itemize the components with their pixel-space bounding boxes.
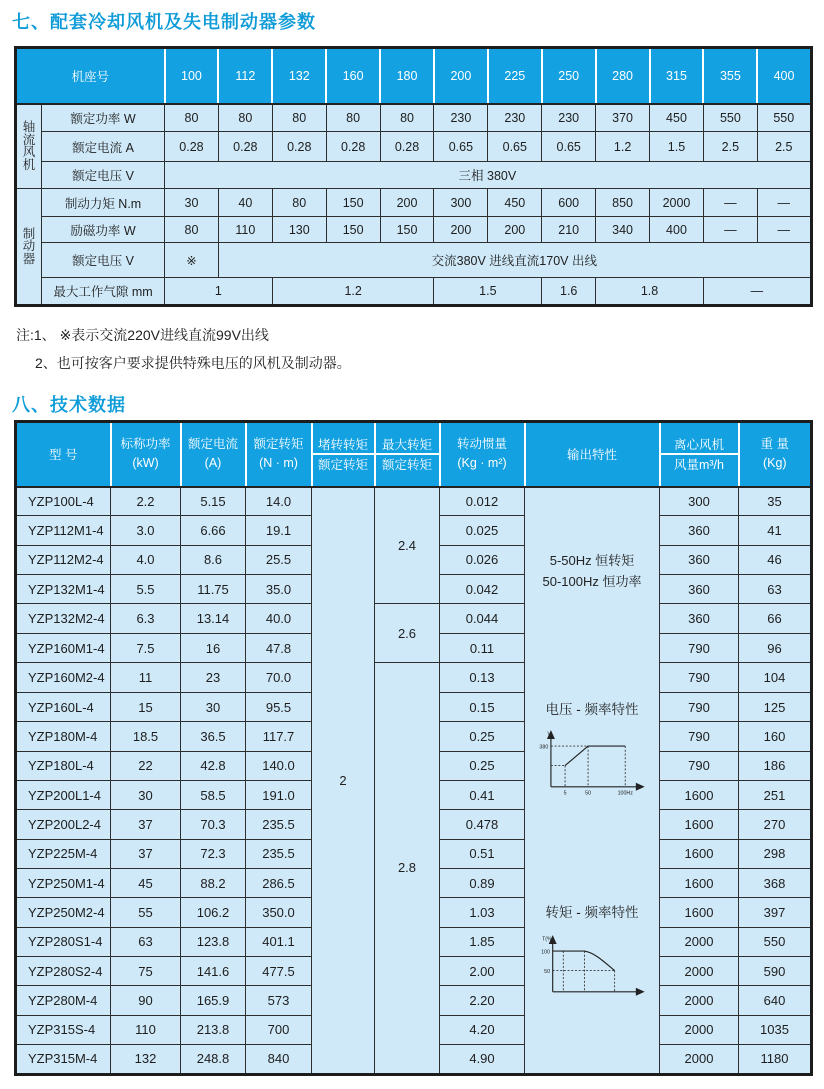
param-value: 1.8 <box>596 278 704 306</box>
value-cell: 1600 <box>660 839 739 868</box>
value-cell: 2.00 <box>440 957 525 986</box>
model-cell: YZP280M-4 <box>16 986 111 1015</box>
value-cell: 2.20 <box>440 986 525 1015</box>
param-value: 0.28 <box>165 132 219 162</box>
value-cell: 63 <box>111 927 181 956</box>
value-cell: 2000 <box>660 1015 739 1044</box>
value-cell: 1180 <box>739 1045 812 1074</box>
value-cell: 397 <box>739 898 812 927</box>
param-value: 450 <box>650 104 704 132</box>
frame-size-col-header: 132 <box>272 48 326 104</box>
table-row <box>16 243 812 278</box>
model-cell: YZP180L-4 <box>16 751 111 780</box>
value-cell: 1600 <box>660 869 739 898</box>
frame-size-col-header: 280 <box>596 48 650 104</box>
value-cell: 140.0 <box>246 751 312 780</box>
param-value: 三相 380V <box>165 162 812 189</box>
param-value: 0.28 <box>272 132 326 162</box>
value-cell: 550 <box>739 927 812 956</box>
output-characteristics-header: 输出特性 <box>525 422 660 487</box>
param-value: 200 <box>434 217 488 243</box>
frame-size-header-row <box>16 48 812 104</box>
svg-text:V: V <box>547 730 552 737</box>
value-cell: 840 <box>246 1045 312 1074</box>
value-cell: 573 <box>246 986 312 1015</box>
value-cell: 368 <box>739 869 812 898</box>
value-cell: 40.0 <box>246 604 312 634</box>
param-value: 230 <box>488 104 542 132</box>
value-cell: 360 <box>660 604 739 634</box>
value-cell: 30 <box>111 781 181 810</box>
value-cell: 0.044 <box>440 604 525 634</box>
value-cell: 75 <box>111 957 181 986</box>
value-cell: 0.478 <box>440 810 525 839</box>
value-cell: 590 <box>739 957 812 986</box>
max-torque-ratio-header: 最大转矩 额定转矩 <box>375 422 440 487</box>
param-value: — <box>703 189 757 217</box>
param-value: 0.65 <box>542 132 596 162</box>
svg-text:380: 380 <box>539 743 549 750</box>
value-cell: 2000 <box>660 986 739 1015</box>
value-cell: 36.5 <box>181 722 246 751</box>
value-cell: 46 <box>739 545 812 574</box>
value-cell: 110 <box>111 1015 181 1044</box>
param-label: 额定电流 A <box>42 132 165 162</box>
param-value: 230 <box>542 104 596 132</box>
model-cell: YZP280S2-4 <box>16 957 111 986</box>
value-cell: 18.5 <box>111 722 181 751</box>
fan-brake-parameters-table <box>14 46 813 307</box>
param-label: 励磁功率 W <box>42 217 165 243</box>
param-value: 370 <box>596 104 650 132</box>
svg-text:50: 50 <box>585 790 592 797</box>
value-cell: 4.20 <box>440 1015 525 1044</box>
value-cell: 0.025 <box>440 516 525 545</box>
param-value: 600 <box>542 189 596 217</box>
svg-text:100Hz: 100Hz <box>617 790 633 797</box>
param-value: 80 <box>165 104 219 132</box>
section7-title: 七、配套冷却风机及失电制动器参数 <box>12 12 316 32</box>
value-cell: 1600 <box>660 810 739 839</box>
value-cell: 235.5 <box>246 810 312 839</box>
value-cell: 5.5 <box>111 575 181 604</box>
value-cell: 1600 <box>660 781 739 810</box>
param-value: 80 <box>165 217 219 243</box>
locked-rotor-ratio-cell: 2 <box>312 487 375 1075</box>
value-cell: 5.15 <box>181 487 246 516</box>
param-value: 80 <box>380 104 434 132</box>
max-torque-ratio-cell: 2.8 <box>375 663 440 1074</box>
value-cell: 0.026 <box>440 545 525 574</box>
param-value: 1.5 <box>650 132 704 162</box>
model-cell: YZP160L-4 <box>16 693 111 722</box>
value-cell: 22 <box>111 751 181 780</box>
output-characteristics-content <box>525 488 659 1073</box>
value-cell: 72.3 <box>181 839 246 868</box>
param-value: 200 <box>380 189 434 217</box>
frame-size-col-header: 400 <box>757 48 811 104</box>
value-cell: 2000 <box>660 1045 739 1074</box>
param-value: 130 <box>272 217 326 243</box>
value-cell: 11 <box>111 663 181 693</box>
value-cell: 16 <box>181 634 246 663</box>
value-cell: 25.5 <box>246 545 312 574</box>
value-cell: 47.8 <box>246 634 312 663</box>
value-cell: 132 <box>111 1045 181 1074</box>
param-value: 150 <box>326 189 380 217</box>
torque-frequency-chart <box>535 930 650 1012</box>
param-value: — <box>703 278 811 306</box>
value-cell: 2000 <box>660 927 739 956</box>
value-cell: 141.6 <box>181 957 246 986</box>
table-row <box>16 217 812 243</box>
centrifugal-fan-header: 离心风机 风量m³/h <box>660 422 739 487</box>
param-value: 150 <box>380 217 434 243</box>
param-value: — <box>703 217 757 243</box>
param-value: 1.2 <box>596 132 650 162</box>
weight-header: 重 量 (Kg) <box>739 422 812 487</box>
value-cell: 8.6 <box>181 545 246 574</box>
param-value: 1.2 <box>272 278 434 306</box>
voltage-frequency-chart <box>535 725 650 807</box>
technical-data-table <box>14 420 813 1076</box>
value-cell: 37 <box>111 810 181 839</box>
section8-title: 八、技术数据 <box>12 395 126 415</box>
frame-size-col-header: 200 <box>434 48 488 104</box>
voltage-frequency-title: 电压 - 频率特性 <box>545 701 639 717</box>
value-cell: 104 <box>739 663 812 693</box>
model-cell: YZP200L1-4 <box>16 781 111 810</box>
inertia-header: 转动惯量 (Kg · m²) <box>440 422 525 487</box>
value-cell: 298 <box>739 839 812 868</box>
value-cell: 1600 <box>660 898 739 927</box>
technical-header-row <box>16 422 812 487</box>
value-cell: 286.5 <box>246 869 312 898</box>
svg-text:50: 50 <box>544 968 551 975</box>
param-value: 0.65 <box>488 132 542 162</box>
value-cell: 790 <box>660 663 739 693</box>
value-cell: 123.8 <box>181 927 246 956</box>
value-cell: 42.8 <box>181 751 246 780</box>
frame-size-col-header: 160 <box>326 48 380 104</box>
param-value: 80 <box>272 189 326 217</box>
model-cell: YZP250M1-4 <box>16 869 111 898</box>
param-value: 210 <box>542 217 596 243</box>
value-cell: 790 <box>660 634 739 663</box>
value-cell: 191.0 <box>246 781 312 810</box>
value-cell: 95.5 <box>246 693 312 722</box>
table-row <box>16 663 812 693</box>
value-cell: 1.03 <box>440 898 525 927</box>
param-value: 550 <box>703 104 757 132</box>
value-cell: 790 <box>660 751 739 780</box>
value-cell: 300 <box>660 487 739 516</box>
value-cell: 19.1 <box>246 516 312 545</box>
value-cell: 350.0 <box>246 898 312 927</box>
frame-size-col-header: 315 <box>650 48 704 104</box>
param-value: 550 <box>757 104 811 132</box>
value-cell: 0.11 <box>440 634 525 663</box>
param-value: 0.28 <box>218 132 272 162</box>
model-cell: YZP132M2-4 <box>16 604 111 634</box>
frame-size-col-header: 355 <box>703 48 757 104</box>
svg-text:T(%): T(%) <box>542 935 554 942</box>
max-torque-ratio-cell: 2.6 <box>375 604 440 663</box>
model-cell: YZP225M-4 <box>16 839 111 868</box>
value-cell: 1.85 <box>440 927 525 956</box>
param-label: 额定电压 V <box>42 162 165 189</box>
frame-size-col-header: 112 <box>218 48 272 104</box>
value-cell: 0.13 <box>440 663 525 693</box>
param-value: — <box>757 217 811 243</box>
table-row <box>16 132 812 162</box>
value-cell: 0.25 <box>440 722 525 751</box>
frame-size-corner-header: 机座号 <box>16 48 165 104</box>
table-row <box>16 162 812 189</box>
value-cell: 790 <box>660 722 739 751</box>
param-value: 230 <box>434 104 488 132</box>
power-header: 标称功率 (kW) <box>111 422 181 487</box>
param-value: 450 <box>488 189 542 217</box>
model-cell: YZP200L2-4 <box>16 810 111 839</box>
model-cell: YZP160M1-4 <box>16 634 111 663</box>
param-value: 2000 <box>650 189 704 217</box>
svg-text:100: 100 <box>541 948 551 955</box>
param-value: 1.6 <box>542 278 596 306</box>
output-characteristics-cell <box>525 487 660 1075</box>
value-cell: 70.3 <box>181 810 246 839</box>
value-cell: 106.2 <box>181 898 246 927</box>
param-value: 200 <box>488 217 542 243</box>
model-cell: YZP315M-4 <box>16 1045 111 1074</box>
value-cell: 0.89 <box>440 869 525 898</box>
note-line-2: 2、也可按客户要求提供特殊电压的风机及制动器。 <box>35 355 351 371</box>
group-label-text: 轴 流 风 机 <box>22 120 36 172</box>
value-cell: 186 <box>739 751 812 780</box>
value-cell: 90 <box>111 986 181 1015</box>
frame-size-col-header: 225 <box>488 48 542 104</box>
value-cell: 235.5 <box>246 839 312 868</box>
table-row <box>16 278 812 306</box>
model-cell: YZP180M-4 <box>16 722 111 751</box>
param-value: 2.5 <box>703 132 757 162</box>
group-label <box>16 189 42 306</box>
value-cell: 7.5 <box>111 634 181 663</box>
current-header: 额定电流 (A) <box>181 422 246 487</box>
constant-torque-note: 5-50Hz 恒转矩 50-100Hz 恒功率 <box>542 552 642 589</box>
value-cell: 58.5 <box>181 781 246 810</box>
value-cell: 251 <box>739 781 812 810</box>
value-cell: 117.7 <box>246 722 312 751</box>
param-value: 150 <box>326 217 380 243</box>
value-cell: 165.9 <box>181 986 246 1015</box>
value-cell: 0.042 <box>440 575 525 604</box>
param-value: 400 <box>650 217 704 243</box>
param-value: 300 <box>434 189 488 217</box>
value-cell: 63 <box>739 575 812 604</box>
model-cell: YZP100L-4 <box>16 487 111 516</box>
param-value: ※ <box>165 243 219 278</box>
value-cell: 45 <box>111 869 181 898</box>
value-cell: 0.41 <box>440 781 525 810</box>
model-cell: YZP132M1-4 <box>16 575 111 604</box>
value-cell: 0.51 <box>440 839 525 868</box>
value-cell: 160 <box>739 722 812 751</box>
param-value: 0.65 <box>434 132 488 162</box>
param-value: 1 <box>165 278 273 306</box>
value-cell: 30 <box>181 693 246 722</box>
param-label: 额定电压 V <box>42 243 165 278</box>
model-header: 型 号 <box>16 422 111 487</box>
value-cell: 700 <box>246 1015 312 1044</box>
model-cell: YZP112M2-4 <box>16 545 111 574</box>
frame-size-col-header: 250 <box>542 48 596 104</box>
param-value: 0.28 <box>326 132 380 162</box>
value-cell: 3.0 <box>111 516 181 545</box>
param-value: 80 <box>326 104 380 132</box>
model-cell: YZP250M2-4 <box>16 898 111 927</box>
value-cell: 0.15 <box>440 693 525 722</box>
param-label: 最大工作气隙 mm <box>42 278 165 306</box>
value-cell: 1035 <box>739 1015 812 1044</box>
value-cell: 213.8 <box>181 1015 246 1044</box>
torque-frequency-title: 转矩 - 频率特性 <box>545 904 639 920</box>
param-value: 40 <box>218 189 272 217</box>
value-cell: 15 <box>111 693 181 722</box>
value-cell: 6.3 <box>111 604 181 634</box>
value-cell: 477.5 <box>246 957 312 986</box>
value-cell: 4.0 <box>111 545 181 574</box>
value-cell: 35 <box>739 487 812 516</box>
param-value: 340 <box>596 217 650 243</box>
param-label: 额定功率 W <box>42 104 165 132</box>
value-cell: 360 <box>660 516 739 545</box>
value-cell: 2.2 <box>111 487 181 516</box>
table-row <box>16 487 812 516</box>
value-cell: 96 <box>739 634 812 663</box>
model-cell: YZP315S-4 <box>16 1015 111 1044</box>
param-value: 850 <box>596 189 650 217</box>
value-cell: 4.90 <box>440 1045 525 1074</box>
value-cell: 70.0 <box>246 663 312 693</box>
table-row <box>16 189 812 217</box>
value-cell: 790 <box>660 693 739 722</box>
value-cell: 13.14 <box>181 604 246 634</box>
torque-header: 额定转矩 (N · m) <box>246 422 312 487</box>
svg-text:5: 5 <box>563 790 567 797</box>
value-cell: 248.8 <box>181 1045 246 1074</box>
value-cell: 0.25 <box>440 751 525 780</box>
param-value: 80 <box>218 104 272 132</box>
param-value: 2.5 <box>757 132 811 162</box>
value-cell: 6.66 <box>181 516 246 545</box>
param-value: — <box>757 189 811 217</box>
param-value: 交流380V 进线直流170V 出线 <box>218 243 811 278</box>
value-cell: 125 <box>739 693 812 722</box>
locked-rotor-ratio-header: 堵转转矩 额定转矩 <box>312 422 375 487</box>
group-label <box>16 104 42 189</box>
table-row <box>16 604 812 634</box>
value-cell: 88.2 <box>181 869 246 898</box>
param-value: 80 <box>272 104 326 132</box>
model-cell: YZP280S1-4 <box>16 927 111 956</box>
param-label: 制动力矩 N.m <box>42 189 165 217</box>
value-cell: 41 <box>739 516 812 545</box>
param-value: 30 <box>165 189 219 217</box>
value-cell: 270 <box>739 810 812 839</box>
group-label-text: 制 动 器 <box>22 226 36 266</box>
frame-size-col-header: 180 <box>380 48 434 104</box>
value-cell: 35.0 <box>246 575 312 604</box>
value-cell: 360 <box>660 545 739 574</box>
value-cell: 11.75 <box>181 575 246 604</box>
value-cell: 55 <box>111 898 181 927</box>
value-cell: 14.0 <box>246 487 312 516</box>
note-line-1: 注:1、 ※表示交流220V进线直流99V出线 <box>16 327 269 343</box>
value-cell: 640 <box>739 986 812 1015</box>
param-value: 1.5 <box>434 278 542 306</box>
value-cell: 2000 <box>660 957 739 986</box>
value-cell: 37 <box>111 839 181 868</box>
model-cell: YZP160M2-4 <box>16 663 111 693</box>
frame-size-col-header: 100 <box>165 48 219 104</box>
value-cell: 0.012 <box>440 487 525 516</box>
footnotes <box>16 321 351 377</box>
model-cell: YZP112M1-4 <box>16 516 111 545</box>
value-cell: 401.1 <box>246 927 312 956</box>
value-cell: 360 <box>660 575 739 604</box>
param-value: 0.28 <box>380 132 434 162</box>
table-row <box>16 104 812 132</box>
max-torque-ratio-cell: 2.4 <box>375 487 440 604</box>
value-cell: 66 <box>739 604 812 634</box>
value-cell: 23 <box>181 663 246 693</box>
param-value: 110 <box>218 217 272 243</box>
